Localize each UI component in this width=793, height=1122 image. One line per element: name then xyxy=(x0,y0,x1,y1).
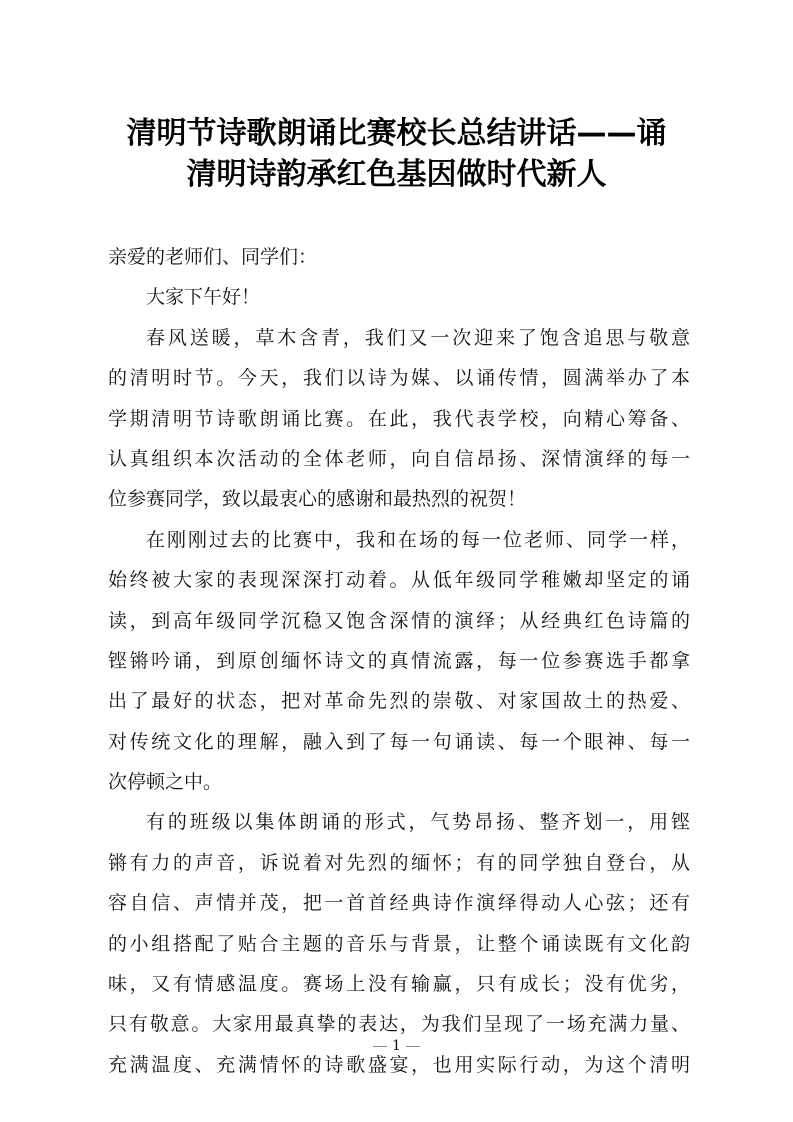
title-line-2: 清明诗韵承红色基因做时代新人 xyxy=(186,157,607,192)
text-line: 充满温度、充满情怀的诗歌盛宴，也用实际行动，为这个清明 xyxy=(108,1053,690,1076)
text-line: 只有敬意。大家用最真挚的表达，为我们呈现了一场充满力量、 xyxy=(108,1013,690,1036)
page-footer xyxy=(0,1038,793,1054)
page-number: 1 xyxy=(392,1038,401,1054)
dash-left xyxy=(373,1046,387,1047)
text-line: 春风送暖，草木含青，我们又一次迎来了饱含追思与敬意 xyxy=(146,326,690,349)
paragraph-2 xyxy=(108,520,690,803)
text-line: 有的班级以集体朗诵的形式，气势昂扬、整齐划一，用铿 xyxy=(146,811,690,834)
text-line: 始终被大家的表现深深打动着。从低年级同学稚嫩却坚定的诵 xyxy=(108,569,690,592)
dash-right xyxy=(406,1046,420,1047)
text-line: 学期清明节诗歌朗诵比赛。在此，我代表学校，向精心筹备、 xyxy=(108,407,690,430)
text-line: 在刚刚过去的比赛中，我和在场的每一位老师、同学一样， xyxy=(146,528,690,551)
text-line: 次停顿之中。 xyxy=(108,771,223,794)
text-line: 对传统文化的理解，融入到了每一句诵读、每一个眼神、每一 xyxy=(108,730,690,753)
text-line: 的小组搭配了贴合主题的音乐与背景，让整个诵读既有文化韵 xyxy=(108,932,690,955)
text-line: 读，到高年级同学沉稳又饱含深情的演绎；从经典红色诗篇的 xyxy=(108,609,690,632)
greeting: 大家下午好！ xyxy=(146,286,261,309)
text-line: 容自信、声情并茂，把一首首经典诗作演绎得动人心弦；还有 xyxy=(108,892,690,915)
paragraph-1 xyxy=(108,318,690,520)
document-body xyxy=(108,237,690,1085)
text-line: 出了最好的状态，把对革命先烈的崇敬、对家国故土的热爱、 xyxy=(108,690,690,713)
text-line: 的清明时节。今天，我们以诗为媒、以诵传情，圆满举办了本 xyxy=(108,367,690,390)
text-line: 味，又有情感温度。赛场上没有输赢，只有成长；没有优劣， xyxy=(108,973,690,996)
text-line: 认真组织本次活动的全体老师，向自信昂扬、深情演绎的每一 xyxy=(108,447,690,470)
text-line: 位参赛同学，致以最衷心的感谢和最热烈的祝贺！ xyxy=(108,488,527,511)
document-title xyxy=(100,113,693,195)
title-line-1: 清明节诗歌朗诵比赛校长总结讲话——诵 xyxy=(126,116,667,151)
salutation: 亲爱的老师们、同学们： xyxy=(108,246,318,268)
text-line: 锵有力的声音，诉说着对先烈的缅怀；有的同学独自登台，从 xyxy=(108,851,690,874)
text-line: 铿锵吟诵，到原创缅怀诗文的真情流露，每一位参赛选手都拿 xyxy=(108,649,690,672)
